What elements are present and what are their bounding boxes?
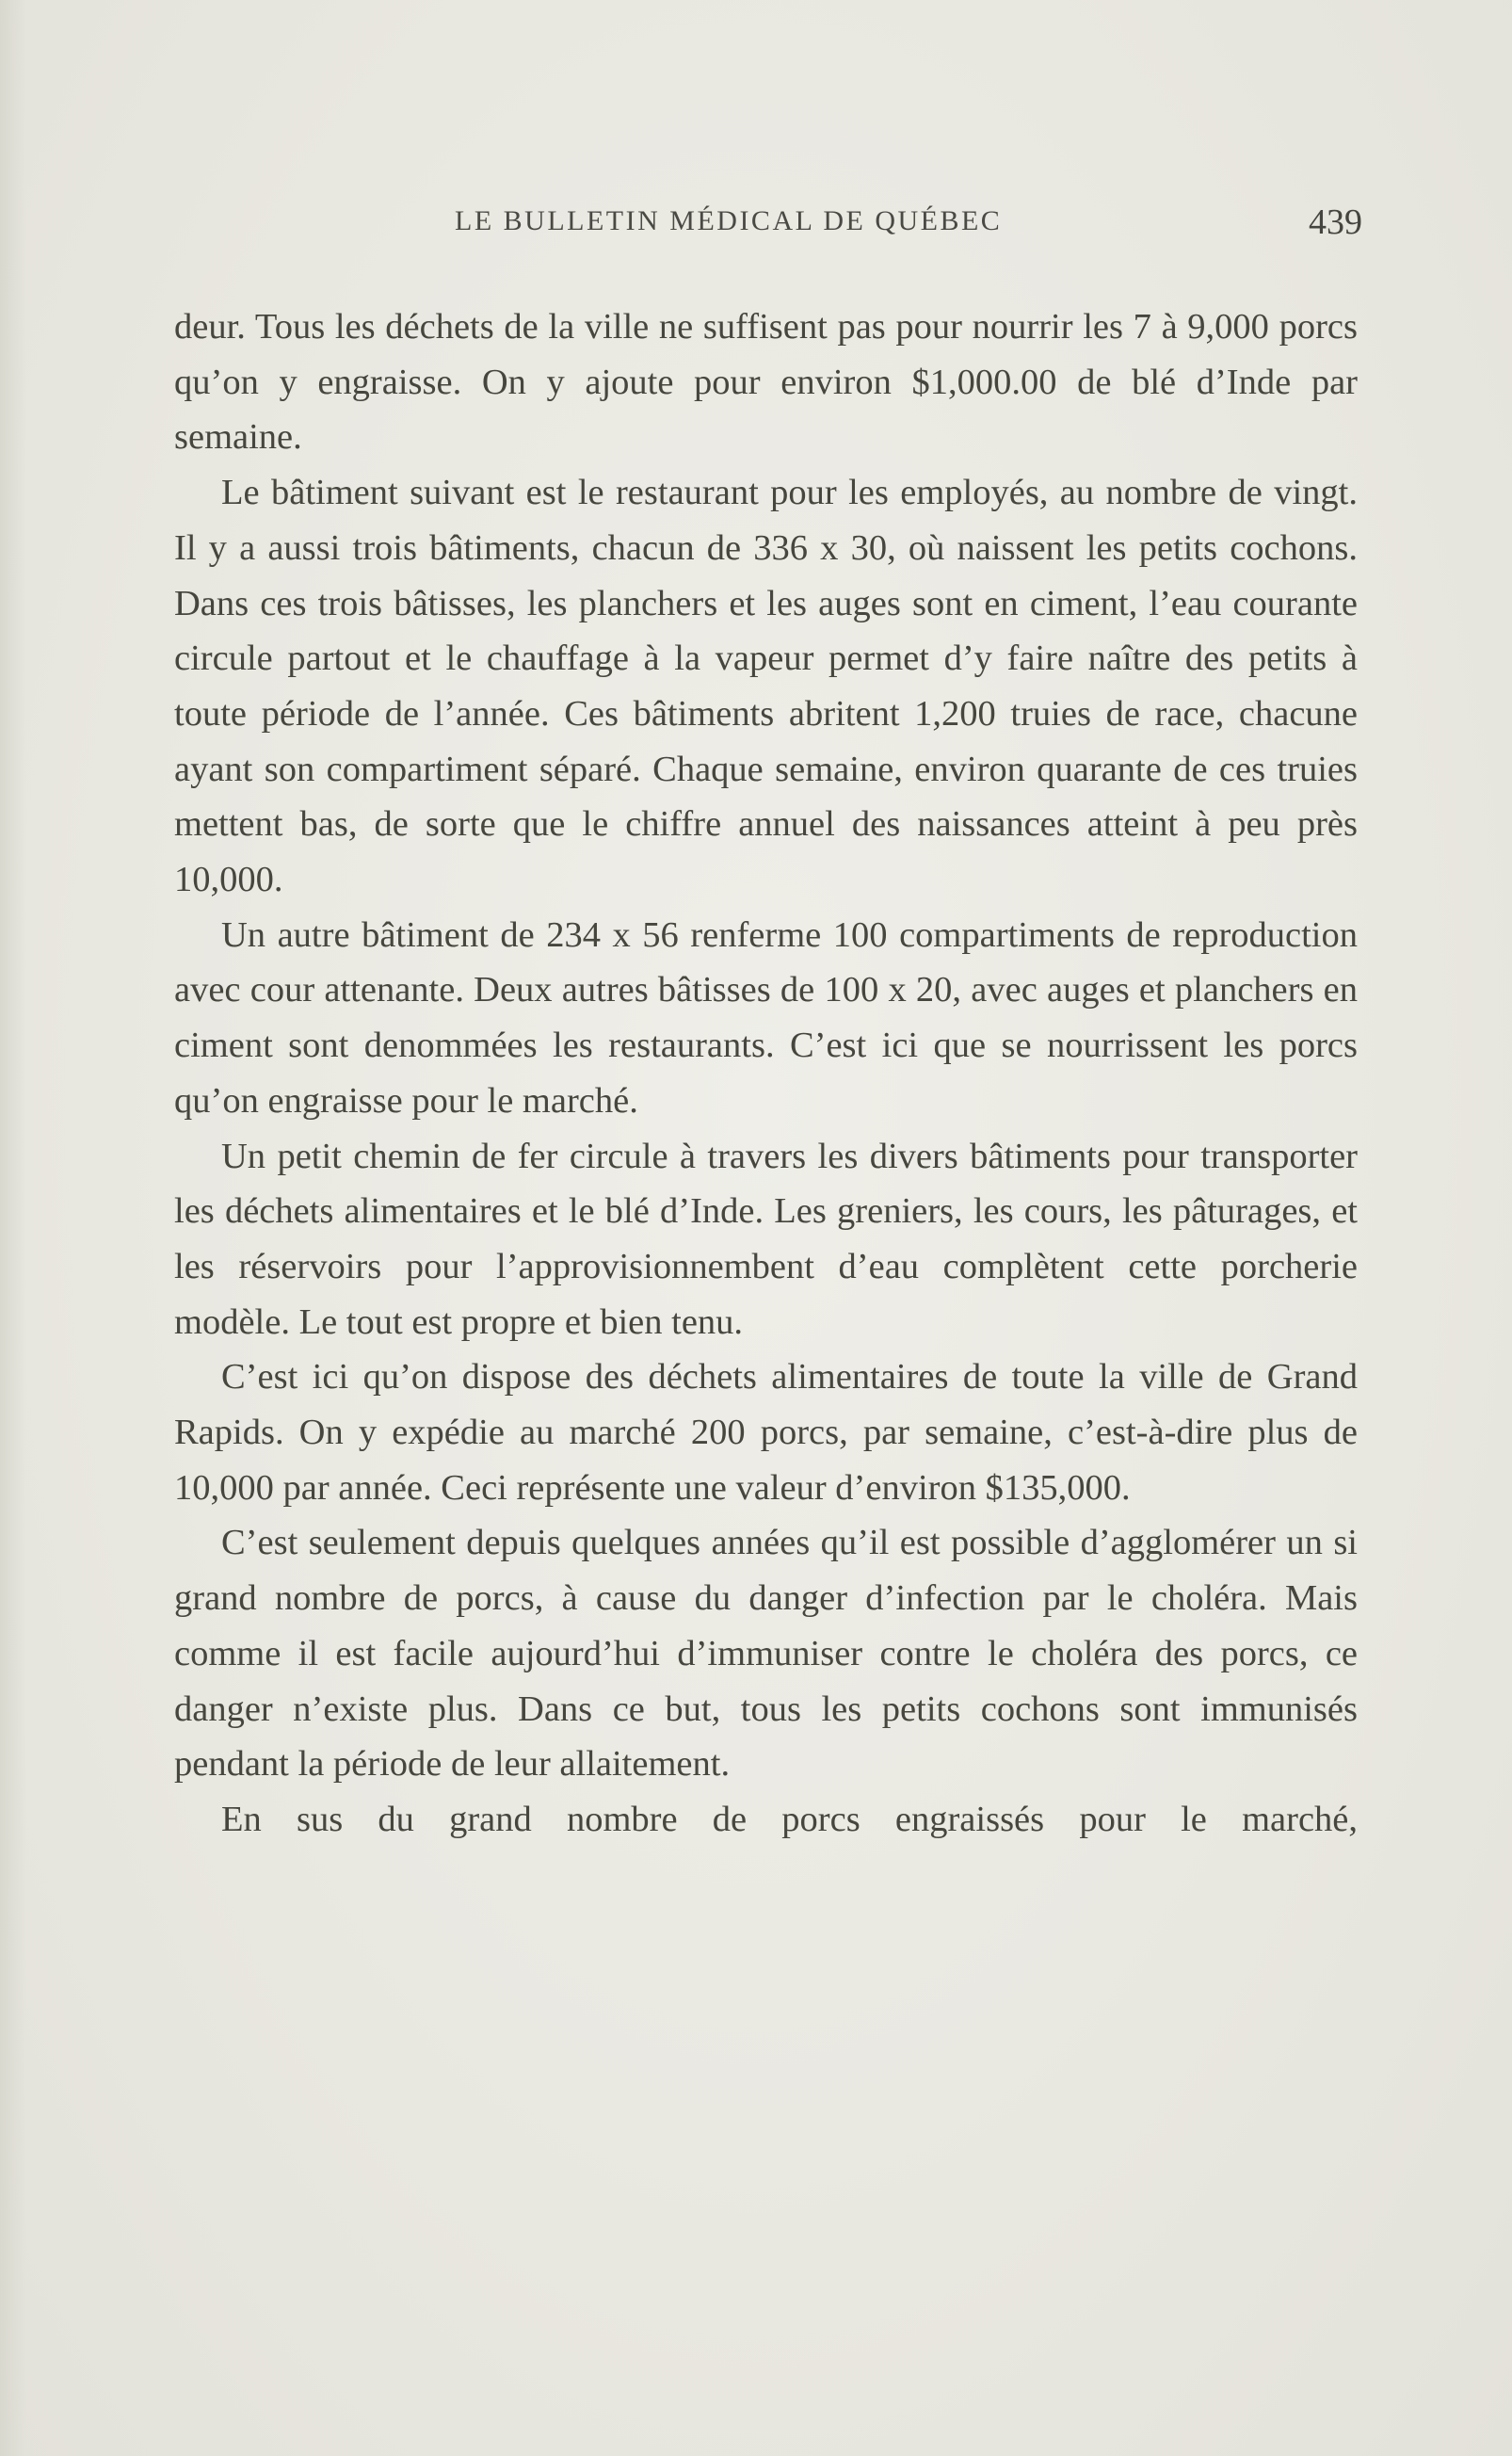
- paragraph: C’est seulement depuis quelques années qu’il est possible d’agglomérer un si grand nombre de porcs, à cause du danger d’infection par le choléra. Mais comme il est facile aujourd’hui d’immuniser contre le choléra des porcs, ce danger n’existe plus. Dans ce but, tous les petits cochons sont immunisés pendant la période de leur allaitement.: [174, 1523, 1358, 1785]
- paragraph: C’est ici qu’on dispose des déchets alimentaires de toute la ville de Grand Rapids. On y expédie au marché 200 porcs, par semaine, c’est-à-dire plus de 10,000 par année. Ceci représente une valeur d’environ $135,000.: [174, 1357, 1358, 1508]
- paragraph: Un petit chemin de fer circule à travers les divers bâtiments pour transporter les déchets alimentaires et le blé d’Inde. Les greniers, les cours, les pâturages, et les réservoirs pour l’approvisionnembent d’eau complètent cette porcherie modèle. Le tout est propre et bien tenu.: [174, 1136, 1358, 1342]
- page-spine-shadow: [0, 0, 26, 2456]
- paragraph-continuation: deur. Tous les déchets de la ville ne suffisent pas pour nourrir les 7 à 9,000 porcs qu’on y engraisse. On y ajoute pour environ $1,000.00 de blé d’Inde par semaine.: [174, 307, 1358, 458]
- page-number: 439: [1309, 202, 1362, 242]
- body-text: [174, 299, 1358, 1848]
- running-header: [174, 202, 1362, 249]
- paragraph-continues-next-page: En sus du grand nombre de porcs engraissés pour le marché,: [221, 1799, 1358, 1839]
- paragraph: Un autre bâtiment de 234 x 56 renferme 100 compartiments de reproduction avec cour attenante. Deux autres bâtisses de 100 x 20, avec auges et planchers en ciment sont denommées les restaurants. C’est ici que se nourrissent les porcs qu’on engraisse pour le marché.: [174, 914, 1358, 1121]
- paragraph: Le bâtiment suivant est le restaurant pour les employés, au nombre de vingt. Il y a aussi trois bâtiments, chacun de 336 x 30, où naissent les petits cochons. Dans ces trois bâtisses, les planchers et les auges sont en ciment, l’eau courante circule partout et le chauffage à la vapeur permet d’y faire naître des petits à toute période de l’année. Ces bâtiments abritent 1,200 truies de race, chacune ayant son compartiment séparé. Chaque semaine, environ quarante de ces truies mettent bas, de sorte que le chiffre annuel des naissances atteint à peu près 10,000.: [174, 473, 1358, 900]
- running-title: LE BULLETIN MÉDICAL DE QUÉBEC: [455, 205, 1003, 236]
